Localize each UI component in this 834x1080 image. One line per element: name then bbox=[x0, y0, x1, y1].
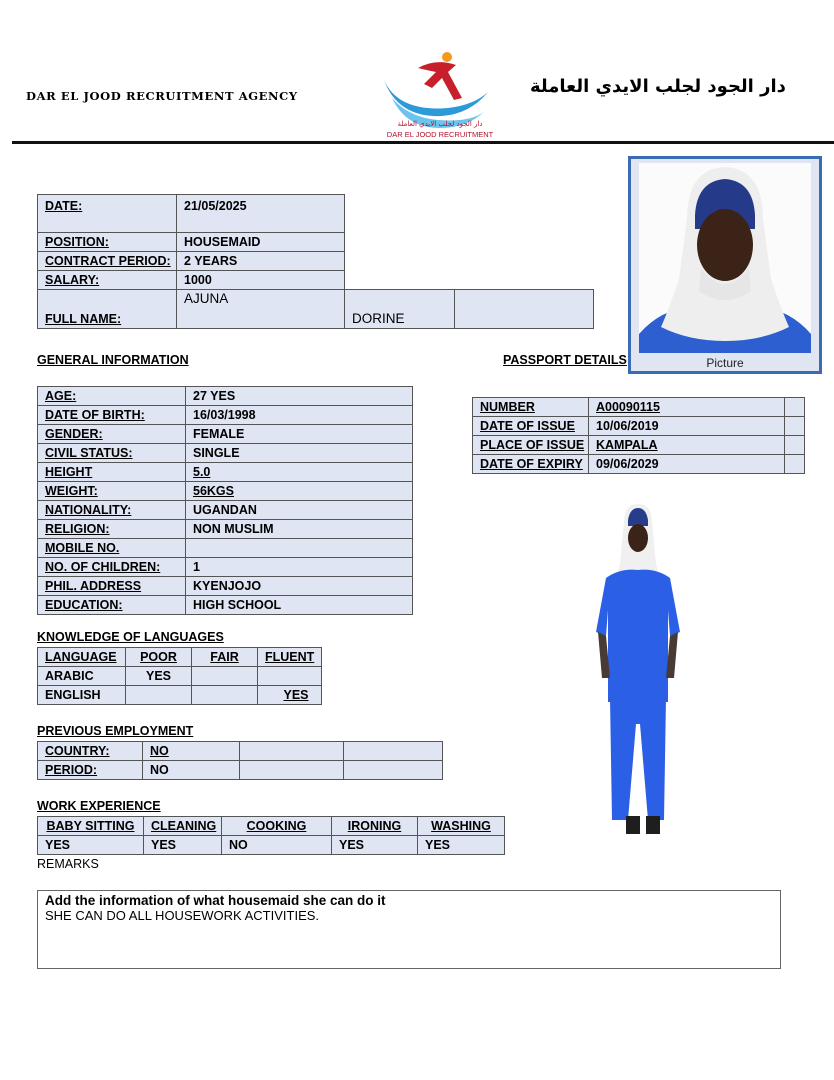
table-row bbox=[38, 520, 413, 539]
previous-employment-table bbox=[37, 741, 443, 780]
table-row bbox=[38, 482, 413, 501]
country-value: NO bbox=[143, 742, 240, 761]
fullname-row bbox=[38, 290, 594, 329]
table-row bbox=[38, 539, 413, 558]
language-poor: YES bbox=[126, 667, 192, 686]
passport-number-value: A00090115 bbox=[589, 398, 785, 417]
fullname-label: FULL NAME: bbox=[38, 290, 177, 329]
agency-name-english: DAR EL JOOD RECRUITMENT AGENCY bbox=[26, 89, 298, 103]
work-experience-title: WORK EXPERIENCE bbox=[37, 799, 161, 813]
remarks-text: SHE CAN DO ALL HOUSEWORK ACTIVITIES. bbox=[45, 908, 320, 923]
gender-value: FEMALE bbox=[186, 425, 413, 444]
table-row bbox=[38, 596, 413, 615]
table-row bbox=[38, 742, 443, 761]
religion-value: NON MUSLIM bbox=[186, 520, 413, 539]
table-row bbox=[38, 836, 505, 855]
baby-sitting-value: YES bbox=[38, 836, 144, 855]
table-header-row bbox=[38, 648, 322, 667]
col-language: LANGUAGE bbox=[38, 648, 126, 667]
language-fluent bbox=[258, 667, 322, 686]
last-name-value: DORINE bbox=[345, 290, 455, 329]
col-fair: FAIR bbox=[192, 648, 258, 667]
address-label: PHIL. ADDRESS bbox=[38, 577, 186, 596]
col-poor: POOR bbox=[126, 648, 192, 667]
table-row bbox=[38, 444, 413, 463]
table-row bbox=[38, 686, 322, 705]
language-fair bbox=[192, 667, 258, 686]
table-row bbox=[38, 425, 413, 444]
full-body-photo bbox=[590, 502, 686, 842]
ironing-value: YES bbox=[332, 836, 418, 855]
table-header-row bbox=[38, 817, 505, 836]
table-row bbox=[38, 387, 413, 406]
cooking-value: NO bbox=[222, 836, 332, 855]
language-poor bbox=[126, 686, 192, 705]
table-row bbox=[473, 436, 805, 455]
photo-caption: Picture bbox=[706, 356, 744, 370]
height-value: 5.0 bbox=[186, 463, 413, 482]
contract-value: 2 YEARS bbox=[177, 252, 345, 271]
position-label: POSITION: bbox=[38, 233, 177, 252]
language-name: ENGLISH bbox=[38, 686, 126, 705]
civil-status-label: CIVIL STATUS: bbox=[38, 444, 186, 463]
contract-label: CONTRACT PERIOD: bbox=[38, 252, 177, 271]
full-body-image bbox=[590, 502, 686, 842]
remarks-box bbox=[37, 890, 781, 969]
age-label: AGE: bbox=[38, 387, 186, 406]
logo-graphic bbox=[370, 50, 510, 142]
passport-number-label: NUMBER bbox=[473, 398, 589, 417]
logo-arabic-text: دار الجود لجلب الايدي العاملة bbox=[397, 120, 483, 128]
agency-name-arabic: دار الجود لجلب الايدي العاملة bbox=[530, 76, 786, 97]
col-ironing: IRONING bbox=[332, 817, 418, 836]
table-row bbox=[473, 398, 805, 417]
table-row bbox=[38, 406, 413, 425]
gender-label: GENDER: bbox=[38, 425, 186, 444]
date-label: DATE: bbox=[38, 195, 177, 233]
salary-label: SALARY: bbox=[38, 271, 177, 290]
position-value: HOUSEMAID bbox=[177, 233, 345, 252]
col-washing: WASHING bbox=[418, 817, 505, 836]
job-details-table bbox=[37, 194, 594, 329]
salary-value: 1000 bbox=[177, 271, 345, 290]
agency-logo bbox=[370, 50, 510, 142]
table-row bbox=[473, 417, 805, 436]
dob-label: DATE OF BIRTH: bbox=[38, 406, 186, 425]
mobile-value bbox=[186, 539, 413, 558]
table-row bbox=[38, 761, 443, 780]
expiry-date-label: DATE OF EXPIRY bbox=[473, 455, 589, 474]
period-value: NO bbox=[143, 761, 240, 780]
language-fluent: YES bbox=[258, 686, 322, 705]
header-divider bbox=[12, 141, 834, 144]
col-cleaning: CLEANING bbox=[144, 817, 222, 836]
address-value: KYENJOJO bbox=[186, 577, 413, 596]
education-label: EDUCATION: bbox=[38, 596, 186, 615]
nationality-label: NATIONALITY: bbox=[38, 501, 186, 520]
passport-table bbox=[472, 397, 805, 474]
table-row bbox=[38, 667, 322, 686]
col-fluent: FLUENT bbox=[258, 648, 322, 667]
issue-date-value: 10/06/2019 bbox=[589, 417, 785, 436]
position-row bbox=[38, 233, 594, 252]
work-experience-table bbox=[37, 816, 505, 855]
issue-place-value: KAMPALA bbox=[589, 436, 785, 455]
first-name-value: AJUNA bbox=[177, 290, 345, 329]
salary-row bbox=[38, 271, 594, 290]
language-fair bbox=[192, 686, 258, 705]
portrait-image bbox=[631, 159, 819, 371]
passport-photo bbox=[628, 156, 822, 374]
col-cooking: COOKING bbox=[222, 817, 332, 836]
issue-place-label: PLACE OF ISSUE bbox=[473, 436, 589, 455]
weight-label: WEIGHT: bbox=[38, 482, 186, 501]
weight-value: 56KGS bbox=[186, 482, 413, 501]
passport-details-title: PASSPORT DETAILS bbox=[503, 353, 627, 367]
name-extra-cell bbox=[455, 290, 594, 329]
children-label: NO. OF CHILDREN: bbox=[38, 558, 186, 577]
previous-employment-title: PREVIOUS EMPLOYMENT bbox=[37, 724, 194, 738]
height-label: HEIGHT bbox=[38, 463, 186, 482]
age-value: 27 YES bbox=[186, 387, 413, 406]
dob-value: 16/03/1998 bbox=[186, 406, 413, 425]
table-row bbox=[38, 501, 413, 520]
language-name: ARABIC bbox=[38, 667, 126, 686]
washing-value: YES bbox=[418, 836, 505, 855]
table-row bbox=[473, 455, 805, 474]
languages-table bbox=[37, 647, 322, 705]
table-row bbox=[38, 577, 413, 596]
table-row bbox=[38, 463, 413, 482]
col-baby-sitting: BABY SITTING bbox=[38, 817, 144, 836]
mobile-label: MOBILE NO. bbox=[38, 539, 186, 558]
date-value: 21/05/2025 bbox=[177, 195, 345, 233]
contract-row bbox=[38, 252, 594, 271]
country-label: COUNTRY: bbox=[38, 742, 143, 761]
issue-date-label: DATE OF ISSUE bbox=[473, 417, 589, 436]
remarks-label: REMARKS bbox=[37, 857, 99, 871]
religion-label: RELIGION: bbox=[38, 520, 186, 539]
period-label: PERIOD: bbox=[38, 761, 143, 780]
logo-english-text: DAR EL JOOD RECRUITMENT bbox=[386, 130, 494, 139]
remarks-heading: Add the information of what housemaid she can do it bbox=[45, 893, 386, 908]
nationality-value: UGANDAN bbox=[186, 501, 413, 520]
general-info-title: GENERAL INFORMATION bbox=[37, 353, 189, 367]
civil-status-value: SINGLE bbox=[186, 444, 413, 463]
table-row bbox=[38, 558, 413, 577]
general-info-table bbox=[37, 386, 413, 615]
cleaning-value: YES bbox=[144, 836, 222, 855]
languages-title: KNOWLEDGE OF LANGUAGES bbox=[37, 630, 224, 644]
expiry-date-value: 09/06/2029 bbox=[589, 455, 785, 474]
children-value: 1 bbox=[186, 558, 413, 577]
education-value: HIGH SCHOOL bbox=[186, 596, 413, 615]
date-row bbox=[38, 195, 594, 233]
